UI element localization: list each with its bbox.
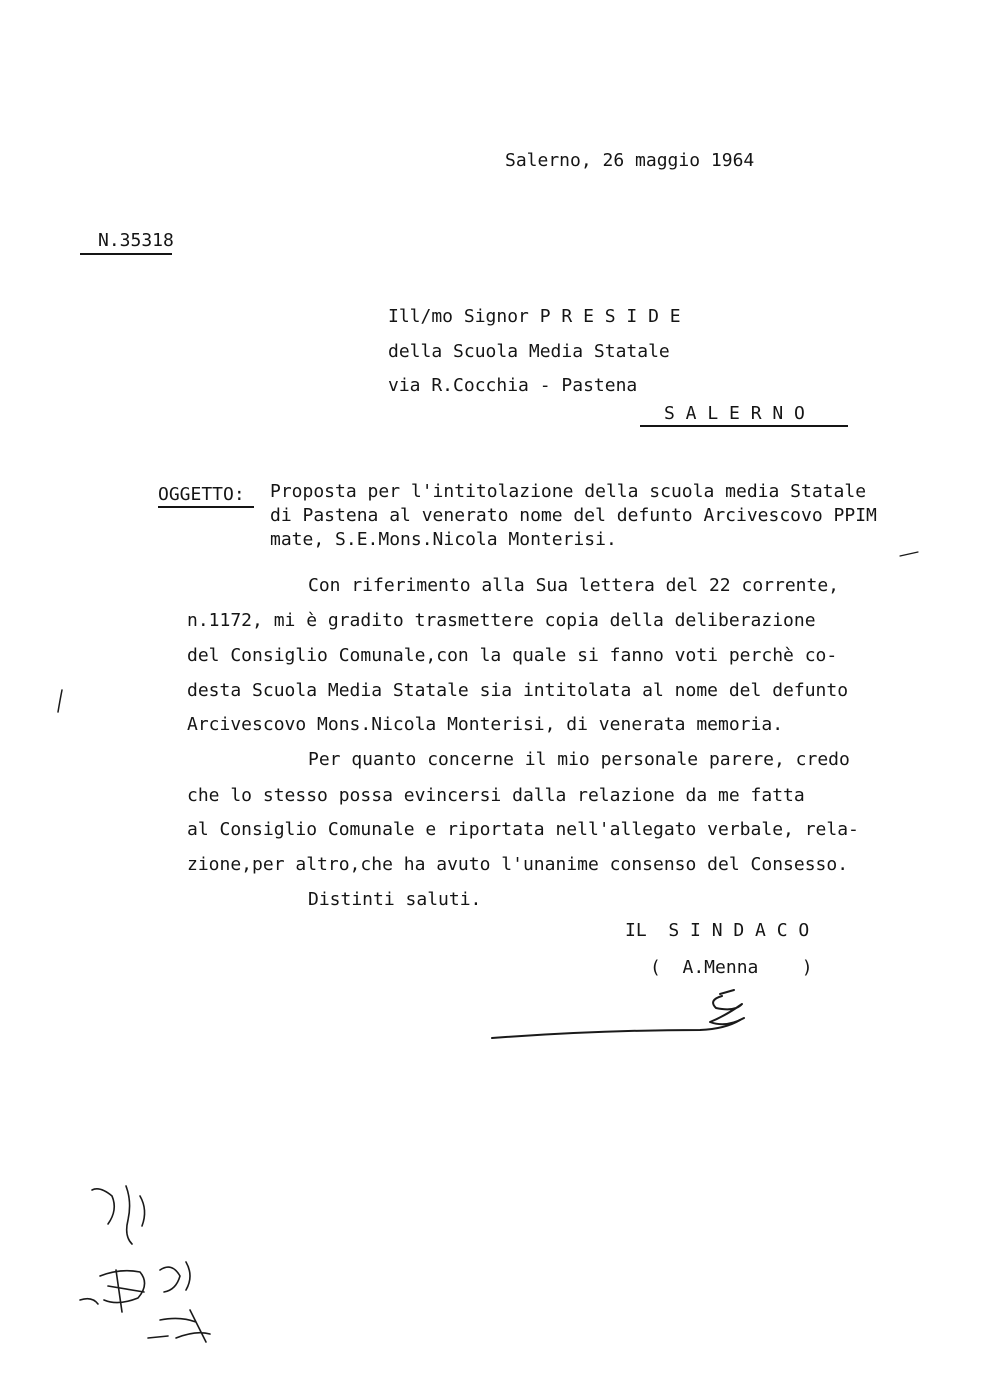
recipient-line-1: Ill/mo Signor P R E S I D E bbox=[388, 306, 681, 327]
signature-scribble bbox=[492, 990, 744, 1038]
place-date: Salerno, 26 maggio 1964 bbox=[505, 150, 755, 171]
signatory-name: ( A.Menna ) bbox=[650, 957, 813, 978]
margin-mark bbox=[58, 690, 62, 712]
stray-mark bbox=[900, 552, 918, 556]
protocol-number: N.35318 bbox=[98, 230, 174, 251]
recipient-line-3: via R.Cocchia - Pastena bbox=[388, 375, 638, 396]
body-line: desta Scuola Media Statale sia intitolata al nome del defunto bbox=[187, 680, 849, 701]
recipient-city: S A L E R N O bbox=[664, 403, 805, 424]
body-line: Con riferimento alla Sua lettera del 22 corrente, bbox=[308, 575, 840, 596]
closing-salutation: Distinti saluti. bbox=[308, 889, 482, 910]
handwritten-note bbox=[80, 1186, 210, 1342]
body-line: al Consiglio Comunale e riportata nell'allegato verbale, rela- bbox=[187, 819, 859, 840]
body-line: n.1172, mi è gradito trasmettere copia della deliberazione bbox=[187, 610, 816, 631]
subject-label: OGGETTO: bbox=[158, 484, 245, 505]
body-line: del Consiglio Comunale,con la quale si fanno voti perchè co- bbox=[187, 645, 838, 666]
recipient-line-2: della Scuola Media Statale bbox=[388, 341, 670, 362]
subject-line-2: di Pastena al venerato nome del defunto Arcivescovo PPIM bbox=[270, 505, 877, 526]
body-line: zione,per altro,che ha avuto l'unanime consenso del Consesso. bbox=[187, 854, 849, 875]
subject-line-3: mate, S.E.Mons.Nicola Monterisi. bbox=[270, 529, 617, 550]
signatory-title: IL S I N D A C O bbox=[625, 920, 810, 941]
body-line: Per quanto concerne il mio personale parere, credo bbox=[308, 749, 850, 770]
subject-line-1: Proposta per l'intitolazione della scuola media Statale bbox=[270, 481, 867, 502]
body-line: che lo stesso possa evincersi dalla relazione da me fatta bbox=[187, 785, 805, 806]
body-line: Arcivescovo Mons.Nicola Monterisi, di venerata memoria. bbox=[187, 714, 784, 735]
